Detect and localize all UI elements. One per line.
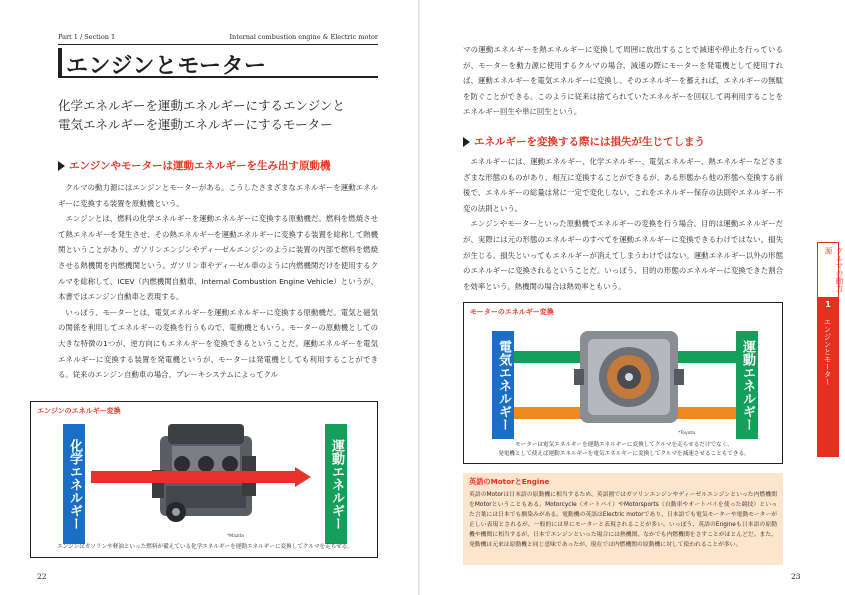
engine-figure <box>30 401 378 558</box>
caption-line-2: 発電機として使えば運動エネルギーを電気エネルギーに変換してクルマを減速させることもできる。 <box>498 451 750 457</box>
chemical-energy-label <box>63 424 85 544</box>
side-tab-section <box>817 312 839 457</box>
subtitle-line-1: 化学エネルギーを運動エネルギーにするエンジンと <box>58 98 345 113</box>
title-block <box>58 48 378 78</box>
body-text <box>463 154 783 294</box>
body-text-continued <box>463 42 783 120</box>
kinetic-energy-text: 運動エネルギー <box>740 339 755 431</box>
side-tab-section-label: エンジンとモーター <box>823 318 832 386</box>
conversion-arrow <box>91 467 311 487</box>
page-title: エンジンとモーター <box>66 54 267 79</box>
chemical-energy-text: 化学エネルギー <box>67 438 82 530</box>
header-part: Part 1 / Section 1 <box>58 33 116 41</box>
running-header <box>58 33 378 45</box>
glossary-box <box>463 473 783 565</box>
section-heading-text: エンジンやモーターは運動エネルギーを生み出す原動機 <box>69 160 331 172</box>
triangle-bullet-icon <box>463 137 470 147</box>
section-heading-text: エネルギーを変換する際には損失が生じてしまう <box>474 136 705 148</box>
figure-caption <box>468 441 780 459</box>
paragraph: エネルギーには、運動エネルギー、化学エネルギー、電気エネルギー、熱エネルギーなどさまざまな形態のものがあり、相互に変換することができるが、ある形態から他の形態へ変換する前後で、エネルギーの総量は常に一定で変化しない。これをエネルギー保存の法則やエネルギー不変の法則という。 <box>463 157 783 213</box>
page-subtitle <box>58 96 378 134</box>
glossary-text: 英語のMotorは日本語の原動機に相当するため、英語圏ではガソリンエンジンやディーゼルエンジンといった内燃機関をMotorということもある。Motorcycle（オートバイ）やMotorsports（自動車やオートバイを使った競技）といった言葉には日本でも馴染みがある。電動機の英語はElectric motorであり、日本語でも電気モーターや電動モーターが正しい表現とされるが、一般的には単にモーターと表現されることが多い。いっぽう、英語のEngineも日本語の原動機や機関に相当するが、日本でエンジンといった場合には熱機関、なかでも内燃機関をさすことがほとんどだ。また、発動機は元来は原動機と同じ意味であったが、現在では内燃機関の原動機に対して使われることが多い。 <box>469 492 777 548</box>
caption-line-1: モーターは電気エネルギーを運動エネルギーに変換してクルマを走らせるだけでなく、 <box>515 442 733 448</box>
section-heading <box>463 134 705 149</box>
glossary-title: 英語のMotorとEngine <box>469 477 550 486</box>
left-page <box>0 0 419 595</box>
image-credit: *Mazda <box>227 534 244 539</box>
header-topic: Internal combustion engine & Electric motor <box>229 33 378 41</box>
paragraph: クルマの動力源にはエンジンとモーターがある。こうしたさまざまなエネルギーを運動エネルギーに変換する装置を原動機という。 <box>58 183 378 208</box>
motor-figure <box>463 302 783 464</box>
paragraph: いっぽう、モーターとは、電気エネルギーを運動エネルギーに変換する原動機だ。電気と磁気の関係を利用してエネルギーの変換を行うもので、電動機ともいう。モーターの原動機としての大きな特徴の1つが、逆方向にもエネルギーを変換できるということだ。運動エネルギーを電気エネルギーに変換する装置を発電機というが、モーターは発電機としても利用することができる。従来のエンジン自動車の場合、ブレーキシステムによってクル <box>58 307 378 380</box>
side-tab-number: 1 <box>817 298 839 312</box>
chapter-side-tab <box>817 242 844 457</box>
kinetic-energy-label <box>325 424 347 544</box>
figure-title: エンジンのエネルギー変換 <box>37 407 121 415</box>
motor-illustration <box>574 317 684 435</box>
page-number: 23 <box>791 572 801 581</box>
page-number: 22 <box>37 572 47 581</box>
section-heading <box>58 158 331 173</box>
electric-energy-label <box>492 331 514 439</box>
paragraph: マの運動エネルギーを熱エネルギーに変換して周囲に放出することで減速や停止を行っているが、モーターを動力源に使用するクルマの場合、減速の際にモーターを発電機として使用すれば、運動エネルギーを電気エネルギーに変換し、そのエネルギーを蓄えれば、エネルギーの無駄を防ぐことができる。このように従来は捨てられていたエネルギーを回収して再利用することをエネルギー回生や単に回生という。 <box>463 45 783 117</box>
figure-caption: エンジンはガソリンや軽油といった燃料が備えている化学エネルギーを運動エネルギーに変換してクルマを走らせる。 <box>57 544 353 550</box>
title-marker <box>58 48 62 76</box>
image-credit: *Toyota <box>678 431 695 436</box>
subtitle-line-2: 電気エネルギーを運動エネルギーにするモーター <box>58 117 333 132</box>
paragraph: エンジンやモーターといった原動機でエネルギーの変換を行う場合、目的は運動エネルギーだが、実際には元の形態のエネルギーのすべてを運動エネルギーに変換できるわけではない。損失が生じる。損失といってもエネルギーが消えてしまうわけではない。運動エネルギー以外の形態のエネルギーに変換されるということだ。いっぽう、目的の形態のエネルギーに変換できた割合を効率という。熱機関の場合は熱効率ともいう。 <box>463 219 783 291</box>
paragraph: エンジンとは、燃料の化学エネルギーを運動エネルギーに変換する原動機だ。燃料を燃焼させて熱エネルギーを発生させ、その熱エネルギーを運動エネルギーに変換する装置を総称して熱機関ということがあり、ガソリンエンジンやディーゼルエンジンのように装置の内部で燃料を燃焼させる熱機関を内燃機関という。ガソリン車やディーゼル車のように内燃機関だけを使用するクルマを総称して、ICEV（内燃機関自動車、Internal Combustion Engine Vehicle）というが、本書ではエンジン自動車と表現する。 <box>58 214 378 302</box>
side-tab-part-label: クルマの動力源 <box>824 247 844 292</box>
kinetic-energy-text: 運動エネルギー <box>329 438 344 530</box>
kinetic-energy-label <box>736 331 758 439</box>
side-tab-part <box>817 242 844 298</box>
electric-energy-text: 電気エネルギー <box>496 339 511 431</box>
body-text <box>58 180 378 383</box>
figure-title: モーターのエネルギー変換 <box>470 308 554 316</box>
triangle-bullet-icon <box>58 161 65 171</box>
